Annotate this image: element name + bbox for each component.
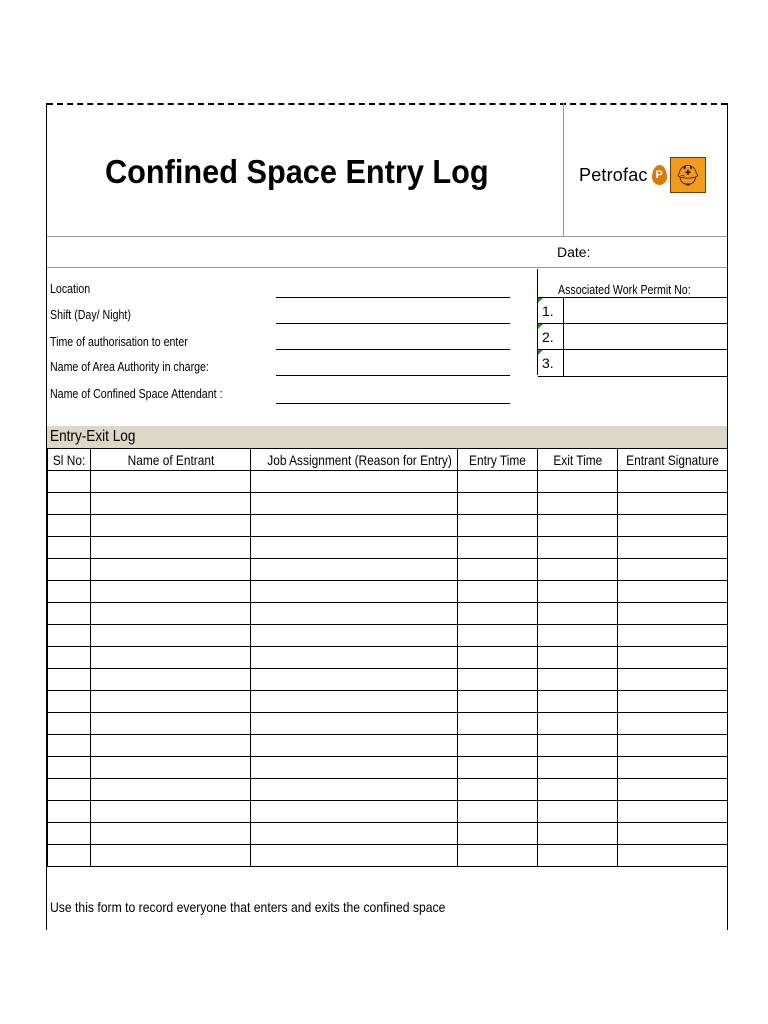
entrant-name-cell[interactable] bbox=[91, 581, 251, 603]
date-label: Date: bbox=[557, 244, 591, 260]
sl-no-cell[interactable] bbox=[48, 757, 91, 779]
signature-cell[interactable] bbox=[618, 647, 728, 669]
divider bbox=[47, 267, 727, 268]
table-row bbox=[48, 493, 728, 515]
entry-time-cell[interactable] bbox=[458, 603, 538, 625]
area-authority-field[interactable] bbox=[276, 375, 510, 376]
sl-no-cell[interactable] bbox=[48, 581, 91, 603]
job-assignment-cell[interactable] bbox=[251, 581, 458, 603]
shift-label: Shift (Day/ Night) bbox=[50, 308, 131, 322]
authorisation-time-field[interactable] bbox=[276, 349, 510, 350]
shift-field[interactable] bbox=[276, 323, 510, 324]
job-assignment-cell[interactable] bbox=[251, 757, 458, 779]
entry-time-cell[interactable] bbox=[458, 801, 538, 823]
job-assignment-cell[interactable] bbox=[251, 669, 458, 691]
exit-time-cell[interactable] bbox=[538, 823, 618, 845]
signature-cell[interactable] bbox=[618, 471, 728, 493]
signature-cell[interactable] bbox=[618, 713, 728, 735]
exit-time-cell[interactable] bbox=[538, 735, 618, 757]
permit-number: 1. bbox=[538, 298, 564, 324]
col-header-entry-time: Entry Time bbox=[458, 449, 538, 471]
table-row bbox=[48, 581, 728, 603]
entrant-name-cell[interactable] bbox=[91, 537, 251, 559]
col-header-sl-no: Sl No: bbox=[48, 449, 91, 471]
sl-no-cell[interactable] bbox=[48, 779, 91, 801]
job-assignment-cell[interactable] bbox=[251, 559, 458, 581]
col-header-entrant-name: Name of Entrant bbox=[91, 449, 251, 471]
signature-cell[interactable] bbox=[618, 801, 728, 823]
top-border bbox=[47, 103, 727, 105]
entrant-name-cell[interactable] bbox=[91, 515, 251, 537]
sl-no-cell[interactable] bbox=[48, 603, 91, 625]
entrant-name-cell[interactable] bbox=[91, 779, 251, 801]
sl-no-cell[interactable] bbox=[48, 559, 91, 581]
confined-space-entry-form bbox=[46, 103, 728, 930]
signature-cell[interactable] bbox=[618, 757, 728, 779]
header-divider bbox=[563, 103, 564, 236]
signature-cell[interactable] bbox=[618, 823, 728, 845]
job-assignment-cell[interactable] bbox=[251, 823, 458, 845]
job-assignment-cell[interactable] bbox=[251, 735, 458, 757]
table-row bbox=[48, 559, 728, 581]
job-assignment-cell[interactable] bbox=[251, 801, 458, 823]
job-assignment-cell[interactable] bbox=[251, 845, 458, 867]
exit-time-cell[interactable] bbox=[538, 801, 618, 823]
petrofac-drop-icon: P bbox=[652, 165, 667, 185]
entry-time-cell[interactable] bbox=[458, 845, 538, 867]
exit-time-cell[interactable] bbox=[538, 537, 618, 559]
entry-time-cell[interactable] bbox=[458, 625, 538, 647]
table-row bbox=[48, 515, 728, 537]
work-permit-heading: Associated Work Permit No: bbox=[558, 283, 691, 297]
attendant-label: Name of Confined Space Attendant : bbox=[50, 387, 223, 401]
exit-time-cell[interactable] bbox=[538, 647, 618, 669]
table-row bbox=[48, 757, 728, 779]
exit-time-cell[interactable] bbox=[538, 515, 618, 537]
sl-no-cell[interactable] bbox=[48, 669, 91, 691]
col-header-job-assignment: Job Assignment (Reason for Entry) bbox=[251, 449, 458, 471]
table-row bbox=[48, 603, 728, 625]
exit-time-cell[interactable] bbox=[538, 669, 618, 691]
exit-time-cell[interactable] bbox=[538, 845, 618, 867]
entrant-name-cell[interactable] bbox=[91, 801, 251, 823]
signature-cell[interactable] bbox=[618, 581, 728, 603]
exit-time-cell[interactable] bbox=[538, 757, 618, 779]
table-row bbox=[48, 537, 728, 559]
signature-cell[interactable] bbox=[618, 735, 728, 757]
entrant-name-cell[interactable] bbox=[91, 603, 251, 625]
job-assignment-cell[interactable] bbox=[251, 713, 458, 735]
job-assignment-cell[interactable] bbox=[251, 537, 458, 559]
work-permit-box bbox=[537, 269, 728, 375]
company-name: Petrofac bbox=[579, 164, 648, 185]
sl-no-cell[interactable] bbox=[48, 823, 91, 845]
job-assignment-cell[interactable] bbox=[251, 471, 458, 493]
entry-time-cell[interactable] bbox=[458, 757, 538, 779]
location-label: Location bbox=[50, 282, 91, 296]
entry-time-cell[interactable] bbox=[458, 559, 538, 581]
exit-time-cell[interactable] bbox=[538, 581, 618, 603]
table-row bbox=[48, 625, 728, 647]
permit-row[interactable] bbox=[538, 297, 728, 324]
col-header-exit-time: Exit Time bbox=[538, 449, 618, 471]
sl-no-cell[interactable] bbox=[48, 493, 91, 515]
worker-emblem-icon: ⛑ bbox=[670, 157, 706, 193]
sl-no-cell[interactable] bbox=[48, 515, 91, 537]
entrant-name-cell[interactable] bbox=[91, 669, 251, 691]
divider bbox=[47, 236, 727, 237]
sl-no-cell[interactable] bbox=[48, 625, 91, 647]
permit-row[interactable] bbox=[538, 323, 728, 350]
exit-time-cell[interactable] bbox=[538, 493, 618, 515]
table-row bbox=[48, 691, 728, 713]
signature-cell[interactable] bbox=[618, 691, 728, 713]
col-header-signature: Entrant Signature bbox=[618, 449, 728, 471]
entry-time-cell[interactable] bbox=[458, 647, 538, 669]
entrant-name-cell[interactable] bbox=[91, 713, 251, 735]
entrant-name-cell[interactable] bbox=[91, 471, 251, 493]
signature-cell[interactable] bbox=[618, 625, 728, 647]
table-body bbox=[48, 471, 728, 867]
table-row bbox=[48, 471, 728, 493]
entrant-name-cell[interactable] bbox=[91, 647, 251, 669]
permit-number: 3. bbox=[538, 350, 564, 376]
job-assignment-cell[interactable] bbox=[251, 603, 458, 625]
sl-no-cell[interactable] bbox=[48, 537, 91, 559]
footer-instruction: Use this form to record everyone that enters and exits the confined space bbox=[50, 899, 446, 915]
signature-cell[interactable] bbox=[618, 493, 728, 515]
job-assignment-cell[interactable] bbox=[251, 647, 458, 669]
entry-time-cell[interactable] bbox=[458, 735, 538, 757]
job-assignment-cell[interactable] bbox=[251, 515, 458, 537]
company-logo bbox=[579, 155, 706, 195]
section-title: Entry-Exit Log bbox=[50, 428, 136, 445]
job-assignment-cell[interactable] bbox=[251, 779, 458, 801]
job-assignment-cell[interactable] bbox=[251, 691, 458, 713]
entrant-name-cell[interactable] bbox=[91, 493, 251, 515]
page-title: Confined Space Entry Log bbox=[105, 153, 489, 190]
signature-cell[interactable] bbox=[618, 559, 728, 581]
entrant-name-cell[interactable] bbox=[91, 823, 251, 845]
signature-cell[interactable] bbox=[618, 603, 728, 625]
sl-no-cell[interactable] bbox=[48, 801, 91, 823]
permit-number: 2. bbox=[538, 324, 564, 350]
signature-cell[interactable] bbox=[618, 845, 728, 867]
sl-no-cell[interactable] bbox=[48, 691, 91, 713]
table-header-row bbox=[48, 449, 728, 471]
table-row bbox=[48, 779, 728, 801]
cell-comment-marker bbox=[538, 350, 543, 355]
entrant-name-cell[interactable] bbox=[91, 625, 251, 647]
sl-no-cell[interactable] bbox=[48, 845, 91, 867]
exit-time-cell[interactable] bbox=[538, 471, 618, 493]
area-authority-label: Name of Area Authority in charge: bbox=[50, 360, 209, 374]
cell-comment-marker bbox=[538, 298, 543, 303]
table-row bbox=[48, 669, 728, 691]
cell-comment-marker bbox=[538, 324, 543, 329]
table-row bbox=[48, 823, 728, 845]
entrant-name-cell[interactable] bbox=[91, 735, 251, 757]
sl-no-cell[interactable] bbox=[48, 735, 91, 757]
permit-row[interactable] bbox=[538, 349, 728, 377]
table-row bbox=[48, 735, 728, 757]
entry-exit-table bbox=[47, 448, 728, 867]
sl-no-cell[interactable] bbox=[48, 713, 91, 735]
signature-cell[interactable] bbox=[618, 537, 728, 559]
entry-time-cell[interactable] bbox=[458, 669, 538, 691]
job-assignment-cell[interactable] bbox=[251, 493, 458, 515]
entrant-name-cell[interactable] bbox=[91, 845, 251, 867]
table-row bbox=[48, 801, 728, 823]
sl-no-cell[interactable] bbox=[48, 647, 91, 669]
entrant-name-cell[interactable] bbox=[91, 559, 251, 581]
signature-cell[interactable] bbox=[618, 515, 728, 537]
entry-time-cell[interactable] bbox=[458, 713, 538, 735]
entry-time-cell[interactable] bbox=[458, 537, 538, 559]
exit-time-cell[interactable] bbox=[538, 625, 618, 647]
entry-time-cell[interactable] bbox=[458, 493, 538, 515]
signature-cell[interactable] bbox=[618, 669, 728, 691]
exit-time-cell[interactable] bbox=[538, 779, 618, 801]
table-row bbox=[48, 713, 728, 735]
entry-time-cell[interactable] bbox=[458, 691, 538, 713]
exit-time-cell[interactable] bbox=[538, 603, 618, 625]
entry-time-cell[interactable] bbox=[458, 581, 538, 603]
location-field[interactable] bbox=[276, 297, 510, 298]
table-row bbox=[48, 845, 728, 867]
entry-time-cell[interactable] bbox=[458, 515, 538, 537]
exit-time-cell[interactable] bbox=[538, 691, 618, 713]
table-row bbox=[48, 647, 728, 669]
job-assignment-cell[interactable] bbox=[251, 625, 458, 647]
entry-time-cell[interactable] bbox=[458, 471, 538, 493]
entry-exit-section-header bbox=[47, 426, 727, 448]
entrant-name-cell[interactable] bbox=[91, 691, 251, 713]
entry-time-cell[interactable] bbox=[458, 823, 538, 845]
entrant-name-cell[interactable] bbox=[91, 757, 251, 779]
authorisation-time-label: Time of authorisation to enter bbox=[50, 335, 188, 349]
sl-no-cell[interactable] bbox=[48, 471, 91, 493]
entry-time-cell[interactable] bbox=[458, 779, 538, 801]
attendant-field[interactable] bbox=[276, 403, 510, 404]
exit-time-cell[interactable] bbox=[538, 713, 618, 735]
signature-cell[interactable] bbox=[618, 779, 728, 801]
exit-time-cell[interactable] bbox=[538, 559, 618, 581]
